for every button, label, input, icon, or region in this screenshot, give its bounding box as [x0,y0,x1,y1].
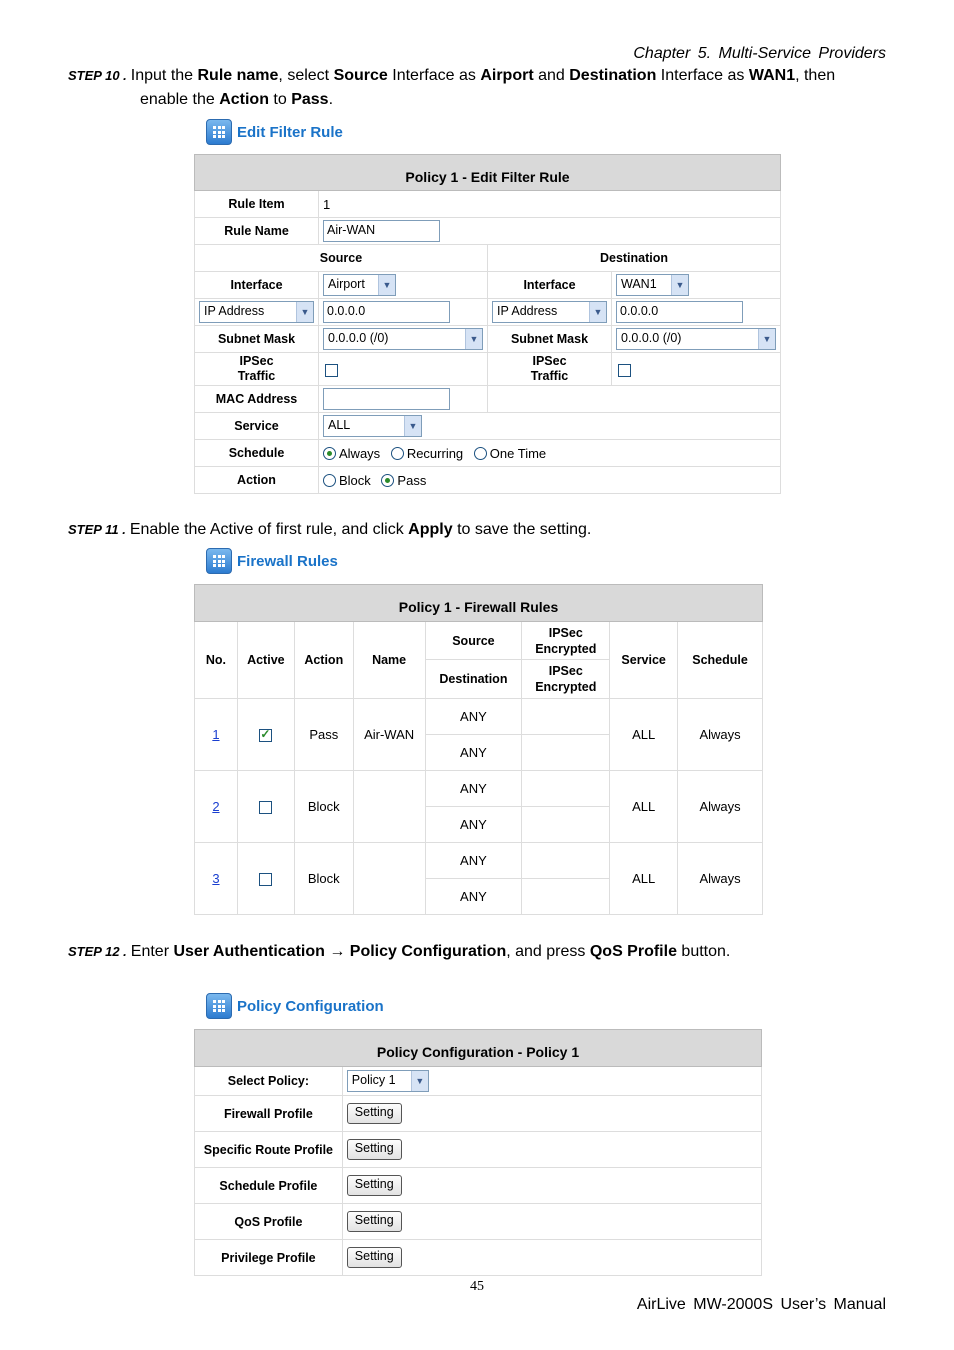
destination-ipsec-label: IPSec Traffic [488,353,612,386]
service-select[interactable]: ALL ▼ [323,415,422,437]
col-source: Source [425,622,522,660]
firewall-profile-label: Firewall Profile [195,1096,343,1132]
col-name: Name [353,622,425,699]
rule-schedule: Always [678,771,763,843]
source-header: Source [195,245,488,272]
destination-ip-input[interactable]: 0.0.0.0 [616,301,743,323]
col-schedule: Schedule [678,622,763,699]
rule-service: ALL [610,699,678,771]
table-title: Policy 1 - Firewall Rules [195,585,763,622]
destination-ipsec-checkbox[interactable] [618,364,631,377]
schedule-recurring-radio[interactable] [391,447,404,460]
col-destination-ipsec: IPSec Encrypted [522,660,610,699]
rule-name-label: Rule Name [195,218,319,245]
source-ipsec-checkbox[interactable] [325,364,338,377]
chevron-down-icon: ▼ [404,416,421,436]
privilege-profile-setting-button[interactable]: Setting [347,1247,402,1268]
rule-schedule: Always [678,699,763,771]
step-12-text: STEP 12 . Enter User Authentication → Policy Configuration, and press QoS Profile button. [68,943,731,960]
source-ip-type-select[interactable]: IP Address ▼ [199,301,314,323]
schedule-one-time-radio[interactable] [474,447,487,460]
rule-item-label: Rule Item [195,191,319,218]
col-destination: Destination [425,660,522,699]
rule-item-value: 1 [319,191,781,218]
schedule-label: Schedule [195,440,319,467]
schedule-profile-setting-button[interactable]: Setting [347,1175,402,1196]
specific-route-profile-label: Specific Route Profile [195,1132,343,1168]
grid-icon [206,119,232,145]
action-block-radio[interactable] [323,474,336,487]
chevron-down-icon: ▼ [671,275,688,295]
rule-name [353,843,425,915]
source-ipsec-label: IPSec Traffic [195,353,319,386]
qos-profile-label: QoS Profile [195,1204,343,1240]
firewall-profile-setting-button[interactable]: Setting [347,1103,402,1124]
service-label: Service [195,413,319,440]
destination-header: Destination [488,245,781,272]
table-row [195,771,763,807]
schedule-profile-label: Schedule Profile [195,1168,343,1204]
rule-link[interactable]: 2 [212,799,220,814]
active-checkbox[interactable] [259,729,272,742]
col-service: Service [610,622,678,699]
action-label: Action [195,467,319,494]
policy-configuration-heading: Policy Configuration [206,993,384,1019]
policy-select[interactable]: Policy 1 ▼ [347,1070,429,1092]
table-row [195,699,763,735]
select-policy-label: Select Policy: [195,1067,343,1096]
edit-filter-rule-heading: Edit Filter Rule [206,119,343,145]
col-source-ipsec: IPSec Encrypted [522,622,610,660]
schedule-always-radio[interactable] [323,447,336,460]
rule-action: Block [294,843,353,915]
chevron-down-icon: ▼ [411,1071,428,1091]
col-action: Action [294,622,353,699]
step-11-text: STEP 11 . Enable the Active of first rule, and click Apply to save the setting. [68,521,592,538]
col-active: Active [237,622,294,699]
manual-footer: AirLive MW-2000S User’s Manual [636,1296,886,1313]
firewall-rules-table [194,584,763,915]
rule-action: Pass [294,699,353,771]
source-interface-label: Interface [195,272,319,299]
step-10-text: STEP 10 . Input the Rule name, select Source Interface as Airport and Destination Interface as WAN1, then enable the Action to Pass. [68,67,836,108]
rule-link[interactable]: 1 [212,727,220,742]
rule-schedule: Always [678,843,763,915]
destination-subnet-label: Subnet Mask [488,326,612,353]
table-title: Policy Configuration - Policy 1 [195,1030,762,1067]
rule-action: Block [294,771,353,843]
source-subnet-select[interactable]: 0.0.0.0 (/0) ▼ [323,328,483,350]
destination-interface-select[interactable]: WAN1 ▼ [616,274,689,296]
rule-name [353,771,425,843]
grid-icon [206,993,232,1019]
destination-subnet-select[interactable]: 0.0.0.0 (/0) ▼ [616,328,776,350]
mac-address-input[interactable] [323,388,450,410]
active-checkbox[interactable] [259,873,272,886]
mac-address-label: MAC Address [195,386,319,413]
edit-filter-rule-table: Policy 1 - Edit Filter Rule Rule Item 1 Rule Name Air-WAN Source Destination Interface Airport ▼ Interface WAN1 ▼ IP Address ▼ 0.0.0.0 IP Address ▼ 0.0.0.0 Subnet Mask 0.0.0.0 (/0) ▼ Subnet Mask 0.0.0.0 (/0) ▼ IPSec Traffic IPSec Traffic MAC Address Service ALL ▼ Schedule Always Recurring One Time Action Block Pass [194,154,781,494]
step-number: STEP 12 . [68,944,127,959]
rule-destination: ANY [425,735,522,771]
active-checkbox[interactable] [259,801,272,814]
rule-service: ALL [610,843,678,915]
source-subnet-label: Subnet Mask [195,326,319,353]
col-no: No. [195,622,238,699]
rule-source: ANY [425,771,522,807]
grid-icon [206,548,232,574]
table-row [195,843,763,879]
chevron-down-icon: ▼ [758,329,775,349]
qos-profile-setting-button[interactable]: Setting [347,1211,402,1232]
rule-name-input[interactable]: Air-WAN [323,220,440,242]
step-number: STEP 11 . [68,522,126,537]
rule-link[interactable]: 3 [212,871,220,886]
chevron-down-icon: ▼ [378,275,395,295]
rule-destination: ANY [425,807,522,843]
action-pass-radio[interactable] [381,474,394,487]
step-number: STEP 10 . [68,68,127,83]
page-number: 45 [470,1279,484,1294]
table-title: Policy 1 - Edit Filter Rule [195,155,781,191]
rule-destination: ANY [425,879,522,915]
destination-interface-label: Interface [488,272,612,299]
rule-source: ANY [425,699,522,735]
policy-configuration-table [194,1029,762,1276]
rule-service: ALL [610,771,678,843]
privilege-profile-label: Privilege Profile [195,1240,343,1276]
specific-route-profile-setting-button[interactable]: Setting [347,1139,402,1160]
firewall-rules-heading: Firewall Rules [206,548,338,574]
source-ip-input[interactable]: 0.0.0.0 [323,301,450,323]
source-interface-select[interactable]: Airport ▼ [323,274,396,296]
rule-name: Air-WAN [353,699,425,771]
chapter-header: Chapter 5. Multi-Service Providers [633,45,886,62]
chevron-down-icon: ▼ [465,329,482,349]
chevron-down-icon: ▼ [589,302,606,322]
rule-source: ANY [425,843,522,879]
destination-ip-type-select[interactable]: IP Address ▼ [492,301,607,323]
chevron-down-icon: ▼ [296,302,313,322]
